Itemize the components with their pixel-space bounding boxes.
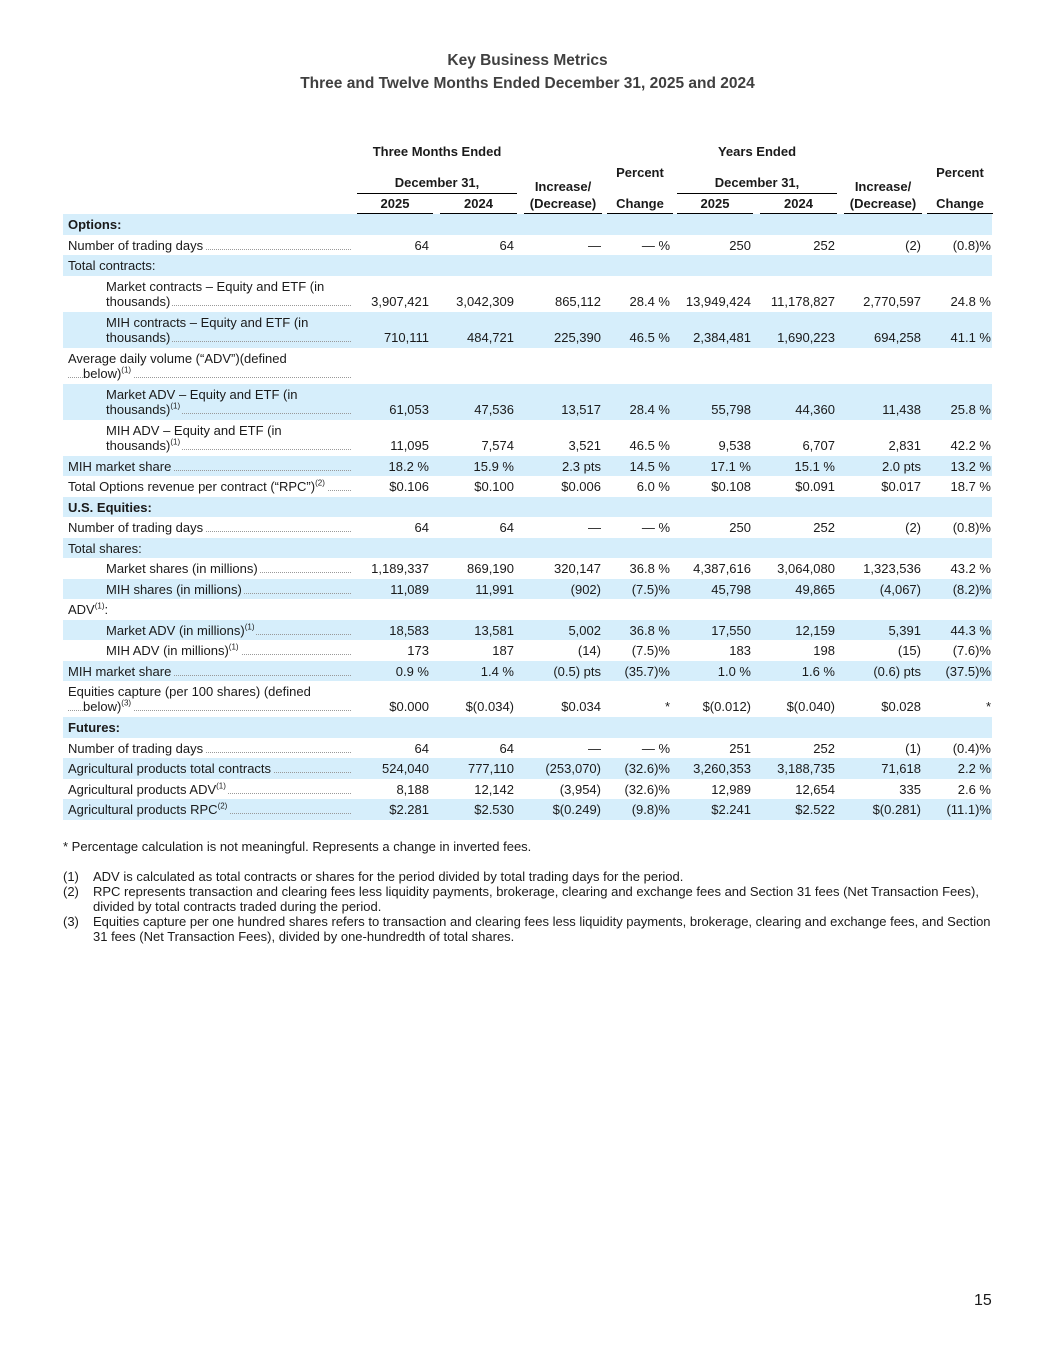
header-increase-2: Increase/: [854, 179, 912, 194]
cell-value: 694,258: [874, 329, 921, 345]
cell-value: 17,550: [711, 622, 751, 638]
cell-value: 1.0 %: [717, 663, 751, 679]
row-label-text: MIH contracts – Equity and ETF (in: [106, 314, 309, 330]
cell-value: 2,770,597: [863, 293, 921, 309]
cell-value: (35.7)%: [624, 663, 670, 679]
cell-value: 44,360: [795, 401, 835, 417]
cell-value: 6.0 %: [636, 479, 670, 494]
footnote-ref: (1): [228, 643, 239, 652]
header-2024-3m: 2024: [440, 196, 517, 214]
cell-value: $0.091: [795, 479, 835, 494]
cell-value: 46.5 %: [629, 437, 670, 453]
cell-value: 484,721: [467, 329, 514, 345]
cell-value: 2.3 pts: [561, 458, 601, 474]
cell-value: $(0.012): [702, 699, 751, 714]
header-december-2: December 31,: [677, 175, 837, 194]
cell-value: 64: [499, 740, 514, 756]
cell-value: 3,042,309: [456, 293, 514, 309]
table-row: [63, 579, 992, 600]
cell-value: (0.6) pts: [873, 663, 921, 679]
cell-value: 252: [813, 740, 835, 756]
cell-value: 335: [899, 781, 921, 797]
cell-value: (14): [577, 643, 601, 658]
cell-value: (1): [905, 740, 921, 756]
row-label-text: MIH ADV (in millions)$^{(1)}$: [106, 643, 239, 658]
cell-value: (2): [905, 520, 921, 535]
cell-value: (0.8)%: [952, 520, 991, 535]
cell-value: 9,538: [718, 437, 751, 453]
row-label-text: MIH market share: [68, 458, 172, 474]
row-label-text: ADV$^{(1)}$:: [68, 602, 109, 617]
row-label-text: Equities capture (per 100 shares) (defined: [68, 684, 311, 699]
row-label: [106, 315, 351, 345]
cell-value: 45,798: [711, 581, 751, 597]
table-row: [63, 384, 992, 420]
cell-value: 44.3 %: [950, 622, 991, 638]
cell-value: 36.8 %: [629, 561, 670, 576]
header-percent-1: Percent: [616, 165, 664, 180]
footnote-ref: (2): [217, 802, 228, 811]
cell-value: $(0.040): [786, 699, 835, 714]
cell-value: 47,536: [474, 401, 514, 417]
cell-value: —: [588, 520, 601, 535]
cell-value: $2.530: [474, 802, 514, 817]
cell-value: 15.9 %: [473, 458, 514, 474]
row-label-text: MIH ADV – Equity and ETF (in: [106, 422, 282, 438]
cell-value: 225,390: [554, 329, 601, 345]
cell-value: (37.5)%: [945, 663, 991, 679]
cell-value: (32.6)%: [624, 761, 670, 776]
cell-value: 2.0 pts: [881, 458, 921, 474]
table-row: [63, 235, 992, 256]
table-row: [63, 312, 992, 348]
row-label-text: Total shares:: [68, 540, 142, 556]
header-2025-yr: 2025: [677, 196, 753, 214]
row-label-text: Market ADV – Equity and ETF (in: [106, 386, 298, 402]
cell-value: 777,110: [467, 761, 514, 776]
cell-value: 64: [414, 740, 429, 756]
cell-value: 4,387,616: [693, 561, 751, 576]
cell-value: $(0.281): [872, 802, 921, 817]
row-label: [68, 761, 351, 776]
table-row: [63, 599, 992, 620]
cell-value: — %: [641, 520, 670, 535]
cell-value: 710,111: [383, 329, 429, 345]
cell-value: 36.8 %: [629, 622, 670, 638]
cell-value: 2,831: [888, 437, 921, 453]
cell-value: 18.7 %: [950, 479, 991, 494]
header-three-months: Three Months Ended: [372, 144, 502, 159]
table-row: [63, 620, 992, 641]
cell-value: 869,190: [467, 561, 514, 576]
cell-value: 11,178,827: [770, 293, 835, 309]
cell-value: $(0.034): [465, 699, 514, 714]
table-row: [63, 640, 992, 661]
row-label: [68, 217, 351, 232]
row-label-text: U.S. Equities:: [68, 499, 152, 515]
cell-value: (253,070): [545, 761, 601, 776]
cell-value: 6,707: [802, 437, 835, 453]
row-label-text: thousands)$^{(1)}$: [106, 437, 181, 453]
row-label-text: Market ADV (in millions)$^{(1)}$: [106, 622, 255, 638]
row-label-text: Market contracts – Equity and ETF (in: [106, 278, 325, 294]
cell-value: 8,188: [396, 781, 429, 797]
footnote-number: (3): [63, 914, 79, 929]
cell-value: 3,907,421: [371, 293, 429, 309]
row-label: [68, 802, 351, 817]
cell-value: 55,798: [711, 401, 751, 417]
cell-value: 13,517: [561, 401, 601, 417]
header-2024-yr: 2024: [760, 196, 837, 214]
footnote-text: ADV is calculated as total contracts or shares for the period divided by total trading days for the period.: [93, 869, 684, 884]
table-row: [63, 214, 992, 235]
cell-value: (3,954): [559, 781, 601, 797]
row-label: [106, 279, 351, 309]
cell-value: 187: [492, 643, 514, 658]
row-label: [106, 643, 351, 658]
cell-value: 11,991: [475, 581, 514, 597]
cell-value: —: [588, 237, 601, 253]
cell-value: 250: [729, 237, 751, 253]
table-row: [63, 348, 992, 384]
cell-value: $(0.249): [552, 802, 601, 817]
footnote-ref: (3): [121, 698, 132, 708]
cell-value: 3,188,735: [777, 761, 835, 776]
row-label-text: Agricultural products RPC$^{(2)}$: [68, 802, 228, 817]
cell-value: 173: [407, 643, 429, 658]
footnote-ref: (1): [170, 401, 181, 411]
cell-value: 12,989: [711, 781, 751, 797]
cell-value: (9.8)%: [631, 802, 670, 817]
report-title: Key Business Metrics: [447, 52, 608, 69]
cell-value: 49,865: [795, 581, 835, 597]
cell-value: 64: [499, 237, 514, 253]
table-row: [63, 255, 992, 276]
cell-value: (0.5) pts: [553, 663, 601, 679]
table-row: [63, 517, 992, 538]
cell-value: *: [985, 699, 991, 714]
cell-value: 3,521: [568, 437, 601, 453]
cell-value: 64: [414, 237, 429, 253]
cell-value: 18.2 %: [388, 458, 429, 474]
header-change-2: Change: [927, 196, 993, 214]
header-years-ended: Years Ended: [717, 144, 797, 159]
footnote-ref: (2): [315, 479, 325, 488]
row-label-text: thousands)$^{(1)}$: [106, 401, 181, 417]
cell-value: $0.108: [711, 479, 751, 494]
cell-value: 17.1 %: [710, 458, 751, 474]
cell-value: (7.6)%: [952, 643, 991, 658]
cell-value: 2.2 %: [957, 761, 991, 776]
row-label-text: below)$^{(3)}$: [83, 698, 132, 714]
table-row: [63, 779, 992, 800]
row-label-text: Total Options revenue per contract (“RPC”)$^{(2)}$: [68, 479, 325, 494]
cell-value: 865,112: [554, 293, 601, 309]
cell-value: 252: [813, 237, 835, 253]
footnote-number: (2): [63, 884, 79, 899]
cell-value: 18,583: [389, 622, 429, 638]
row-label-text: Agricultural products ADV$^{(1)}$: [68, 781, 226, 797]
cell-value: 251: [729, 740, 751, 756]
table-row: [63, 661, 992, 682]
cell-value: 13,949,424: [685, 293, 751, 309]
row-label-text: Agricultural products total contracts: [68, 761, 272, 776]
footnote-text: Equities capture per one hundred shares refers to transaction and clearing fees less liquidity payments, brokerage, clearing and exchange fees, and Section 31 fees (Net Transaction Fees), divided by one-hundredth of total shares.: [93, 914, 991, 944]
footnote-ref: (1): [170, 437, 181, 447]
header-2025-3m: 2025: [357, 196, 433, 214]
table-row: [63, 558, 992, 579]
cell-value: 1,323,536: [863, 561, 921, 576]
cell-value: $2.281: [389, 802, 429, 817]
cell-value: 3,260,353: [693, 761, 751, 776]
cell-value: 0.9 %: [395, 663, 429, 679]
row-label: [68, 459, 351, 474]
row-label: [106, 582, 351, 597]
metrics-table: [63, 214, 992, 820]
note-star: * Percentage calculation is not meaningful. Represents a change in inverted fees.: [63, 839, 532, 854]
row-label: [68, 664, 351, 679]
header-percent-2: Percent: [936, 165, 984, 180]
table-row: [63, 758, 992, 779]
table-row: [63, 738, 992, 759]
cell-value: 1,690,223: [777, 329, 835, 345]
row-label-text: Futures:: [68, 720, 120, 735]
cell-value: 1,189,337: [371, 561, 429, 576]
table-row: [63, 538, 992, 559]
row-label: [68, 351, 351, 381]
header-decrease-1: (Decrease): [524, 196, 602, 214]
cell-value: 43.2 %: [950, 561, 991, 576]
row-label-text: thousands): [106, 329, 171, 345]
cell-value: (0.8)%: [952, 237, 991, 253]
footnote-number: (1): [63, 869, 79, 884]
row-label: [106, 623, 351, 638]
row-label-text: Market shares (in millions): [106, 561, 258, 576]
row-label-text: MIH shares (in millions): [106, 581, 242, 597]
cell-value: (8.2)%: [952, 581, 991, 597]
row-label: [68, 479, 351, 494]
row-label-text: Number of trading days: [68, 237, 204, 253]
cell-value: (4,067): [879, 581, 921, 597]
cell-value: 28.4 %: [629, 401, 670, 417]
table-row: [63, 497, 992, 518]
cell-value: 25.8 %: [950, 401, 991, 417]
row-label: [68, 258, 351, 273]
cell-value: (902): [570, 581, 601, 597]
row-label: [68, 720, 351, 735]
cell-value: 12,159: [795, 622, 835, 638]
cell-value: 5,002: [568, 622, 601, 638]
footnote-ref: (1): [94, 602, 105, 611]
table-row: [63, 276, 992, 312]
cell-value: 13,581: [474, 622, 514, 638]
cell-value: *: [664, 699, 670, 714]
cell-value: 3,064,080: [777, 561, 835, 576]
footnote-ref: (1): [216, 781, 226, 791]
row-label: [68, 741, 351, 756]
cell-value: (2): [905, 237, 921, 253]
table-row: [63, 420, 992, 456]
cell-value: 64: [499, 520, 514, 535]
cell-value: 12,142: [474, 781, 514, 797]
cell-value: (0.4)%: [952, 740, 991, 756]
report-subtitle: Three and Twelve Months Ended December 31, 2025 and 2024: [300, 75, 755, 92]
cell-value: 41.1 %: [950, 329, 991, 345]
row-label: [106, 561, 351, 576]
cell-value: 28.4 %: [629, 293, 670, 309]
cell-value: (15): [897, 643, 921, 658]
header-change-1: Change: [607, 196, 673, 214]
cell-value: 7,574: [481, 437, 514, 453]
cell-value: 2.6 %: [957, 781, 991, 797]
cell-value: — %: [641, 237, 670, 253]
cell-value: 183: [729, 643, 751, 658]
cell-value: 42.2 %: [950, 437, 991, 453]
footnote-ref: (1): [244, 622, 255, 632]
cell-value: 1.6 %: [801, 663, 835, 679]
cell-value: 24.8 %: [950, 293, 991, 309]
row-label-text: Average daily volume (“ADV”)(defined: [68, 350, 287, 366]
row-label-text: Number of trading days: [68, 740, 204, 756]
cell-value: 252: [813, 520, 835, 535]
footnote-text: RPC represents transaction and clearing fees less liquidity payments, brokerage, clearing and exchange fees and Section 31 fees (Net Transaction Fees), divided by total contracts traded during the period.: [93, 884, 979, 914]
cell-value: —: [588, 740, 601, 756]
row-label: [68, 782, 351, 797]
cell-value: $0.106: [389, 479, 429, 494]
cell-value: 2,384,481: [693, 329, 751, 345]
cell-value: 11,438: [882, 401, 921, 417]
cell-value: $0.000: [389, 699, 429, 714]
cell-value: 14.5 %: [629, 458, 670, 474]
row-label-text: Total contracts:: [68, 258, 156, 273]
cell-value: 71,618: [881, 761, 921, 776]
cell-value: 320,147: [554, 561, 601, 576]
cell-value: (32.6)%: [624, 781, 670, 797]
row-label-text: Options:: [68, 217, 122, 232]
cell-value: 46.5 %: [629, 329, 670, 345]
row-label: [68, 602, 351, 617]
table-row: [63, 681, 992, 717]
cell-value: $0.006: [561, 479, 601, 494]
cell-value: 64: [414, 520, 429, 535]
cell-value: 524,040: [382, 761, 429, 776]
cell-value: (7.5)%: [631, 643, 670, 658]
header-increase-1: Increase/: [534, 179, 592, 194]
header-december-1: December 31,: [357, 175, 517, 194]
row-label: [68, 500, 351, 515]
cell-value: 12,654: [795, 781, 835, 797]
row-label-text: MIH market share: [68, 663, 172, 679]
cell-value: $0.100: [474, 479, 514, 494]
header-decrease-2: (Decrease): [844, 196, 922, 214]
cell-value: 61,053: [389, 401, 429, 417]
row-label: [68, 238, 351, 253]
cell-value: 198: [813, 643, 835, 658]
table-row: [63, 456, 992, 477]
page-number: 15: [974, 1292, 992, 1309]
cell-value: 5,391: [888, 622, 921, 638]
cell-value: $2.241: [711, 802, 751, 817]
cell-value: 15.1 %: [794, 458, 835, 474]
footnote-ref: (1): [121, 365, 132, 375]
cell-value: 11,089: [390, 581, 429, 597]
row-label: [106, 387, 351, 417]
row-label-text: below)$^{(1)}$: [83, 365, 132, 381]
cell-value: 250: [729, 520, 751, 535]
table-row: [63, 717, 992, 738]
cell-value: (11.1)%: [946, 802, 991, 817]
cell-value: (7.5)%: [631, 581, 670, 597]
table-row: [63, 476, 992, 497]
cell-value: 1.4 %: [480, 663, 514, 679]
row-label: [68, 541, 351, 556]
row-label: [106, 423, 351, 453]
cell-value: $2.522: [795, 802, 835, 817]
cell-value: $0.017: [881, 479, 921, 494]
cell-value: — %: [641, 740, 670, 756]
row-label-text: Number of trading days: [68, 520, 204, 535]
table-row: [63, 799, 992, 820]
cell-value: $0.028: [881, 699, 921, 714]
cell-value: 13.2 %: [950, 458, 991, 474]
row-label-text: thousands): [106, 293, 171, 309]
row-label: [68, 520, 351, 535]
cell-value: $0.034: [561, 699, 601, 714]
cell-value: 11,095: [390, 437, 429, 453]
row-label: [68, 684, 351, 714]
